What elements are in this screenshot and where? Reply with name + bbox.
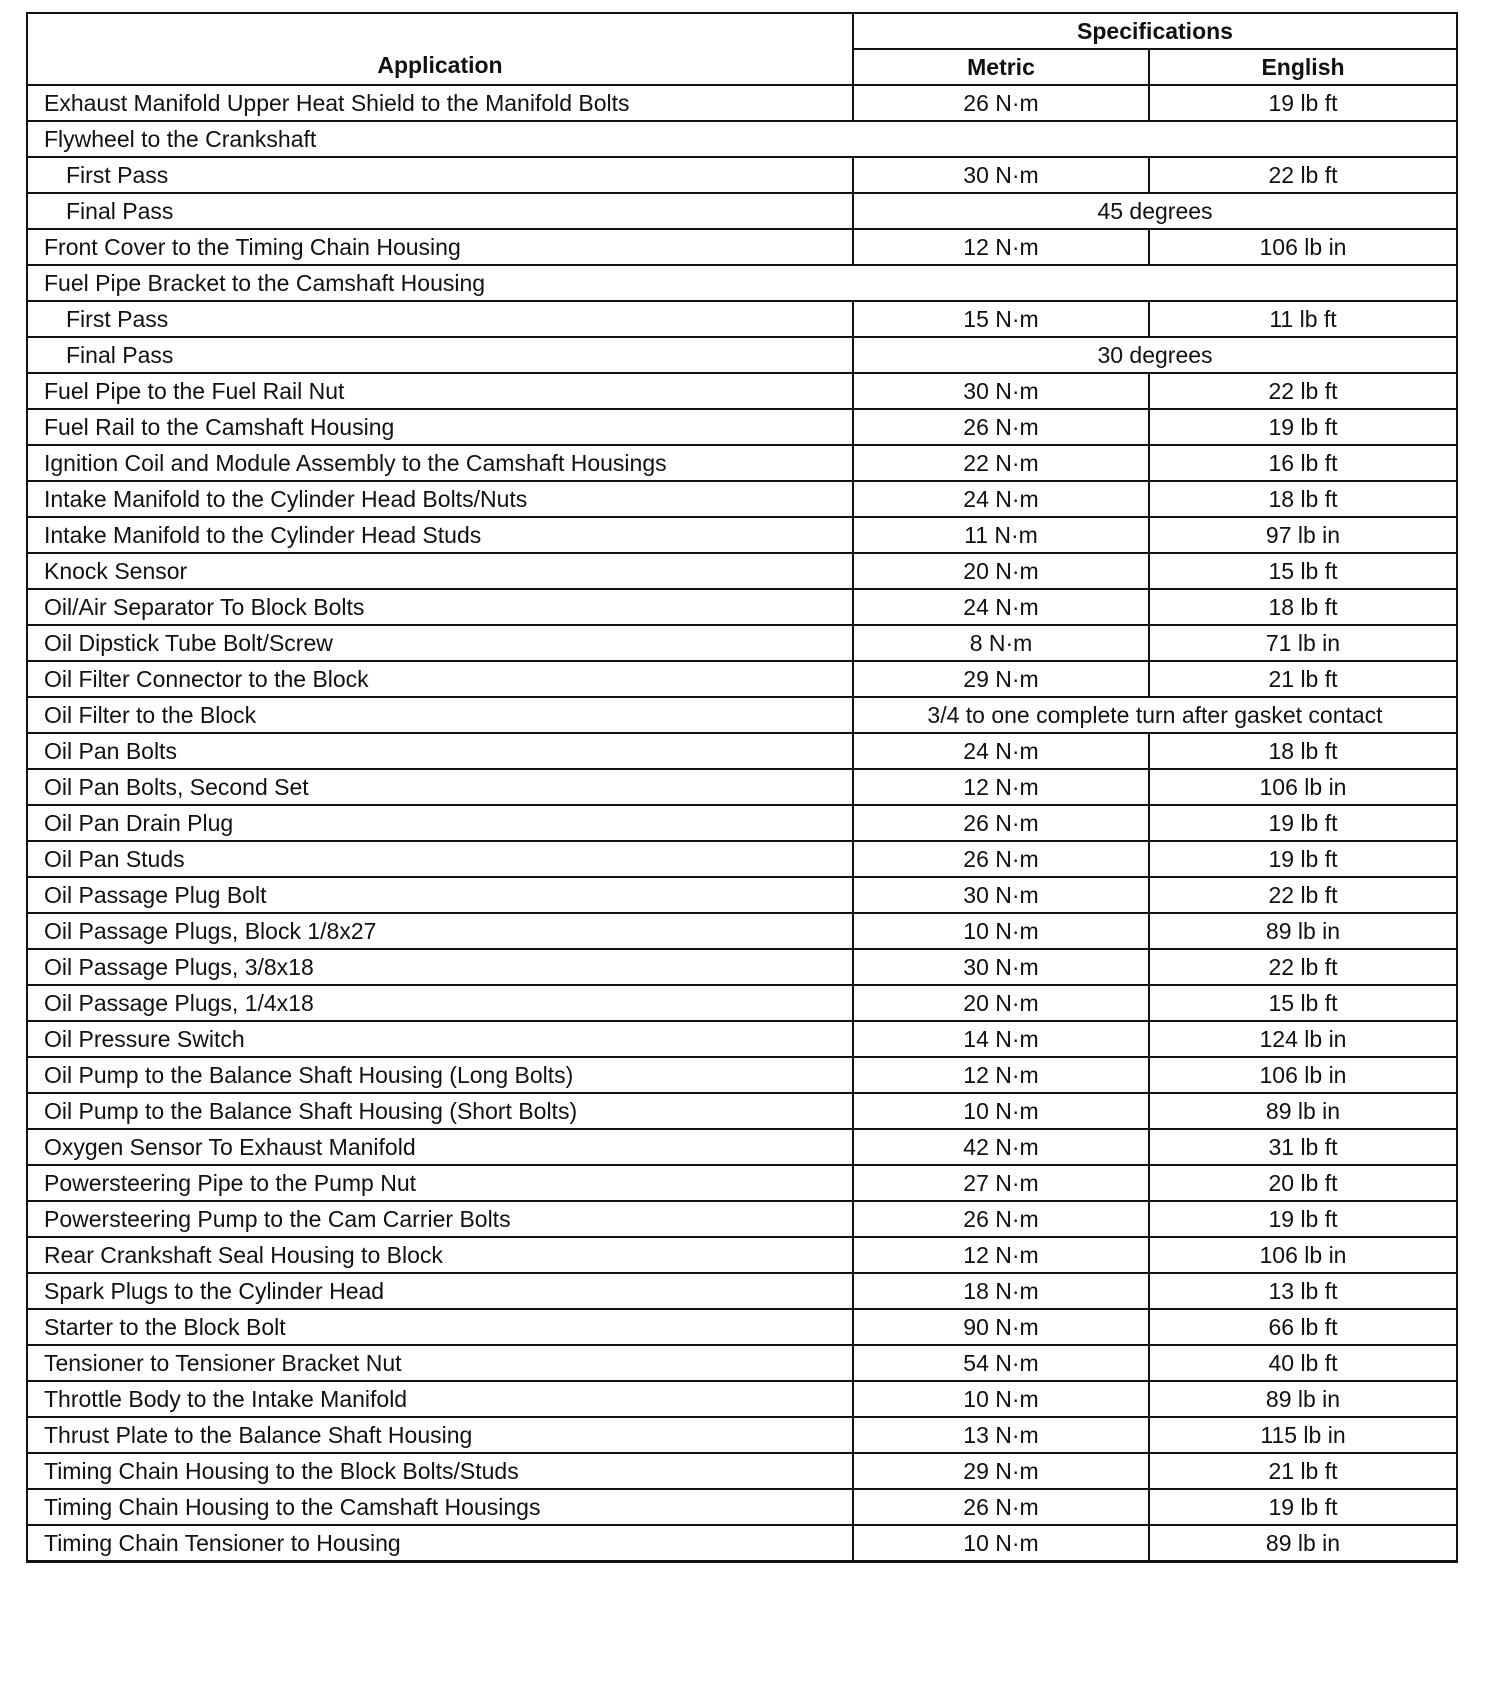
table-row xyxy=(27,1489,1457,1525)
table-row xyxy=(27,805,1457,841)
metric-cell: 12 N·m xyxy=(853,229,1149,265)
english-cell: 21 lb ft xyxy=(1149,1453,1457,1489)
application-cell: Fuel Pipe to the Fuel Rail Nut xyxy=(27,373,853,409)
application-cell: Spark Plugs to the Cylinder Head xyxy=(27,1273,853,1309)
group-heading-row xyxy=(27,121,1457,157)
english-cell: 31 lb ft xyxy=(1149,1129,1457,1165)
english-cell: 97 lb in xyxy=(1149,517,1457,553)
table-row xyxy=(27,913,1457,949)
application-header: Application xyxy=(27,13,853,85)
english-cell: 124 lb in xyxy=(1149,1021,1457,1057)
spec-value-cell: 30 degrees xyxy=(853,337,1457,373)
table-row xyxy=(27,301,1457,337)
metric-cell: 11 N·m xyxy=(853,517,1149,553)
application-cell: Oil Passage Plug Bolt xyxy=(27,877,853,913)
table-row xyxy=(27,625,1457,661)
application-cell: Oil Passage Plugs, 3/8x18 xyxy=(27,949,853,985)
application-cell: Oil Pan Bolts xyxy=(27,733,853,769)
table-row xyxy=(27,337,1457,373)
english-cell: 15 lb ft xyxy=(1149,985,1457,1021)
metric-cell: 30 N·m xyxy=(853,157,1149,193)
metric-cell: 12 N·m xyxy=(853,1057,1149,1093)
group-heading-row xyxy=(27,265,1457,301)
application-cell: Intake Manifold to the Cylinder Head Bolts/Nuts xyxy=(27,481,853,517)
specifications-header: Specifications xyxy=(853,13,1457,49)
english-cell: 20 lb ft xyxy=(1149,1165,1457,1201)
application-cell: Throttle Body to the Intake Manifold xyxy=(27,1381,853,1417)
table-row xyxy=(27,553,1457,589)
metric-cell: 26 N·m xyxy=(853,1201,1149,1237)
table-row xyxy=(27,1237,1457,1273)
table-row xyxy=(27,1129,1457,1165)
application-cell: Knock Sensor xyxy=(27,553,853,589)
english-header: English xyxy=(1149,49,1457,85)
application-cell: Rear Crankshaft Seal Housing to Block xyxy=(27,1237,853,1273)
table-row xyxy=(27,769,1457,805)
metric-cell: 30 N·m xyxy=(853,877,1149,913)
english-cell: 22 lb ft xyxy=(1149,949,1457,985)
table-row xyxy=(27,697,1457,733)
application-cell: Front Cover to the Timing Chain Housing xyxy=(27,229,853,265)
english-cell: 106 lb in xyxy=(1149,1057,1457,1093)
application-cell: Oil Passage Plugs, Block 1/8x27 xyxy=(27,913,853,949)
application-cell: Intake Manifold to the Cylinder Head Studs xyxy=(27,517,853,553)
english-cell: 106 lb in xyxy=(1149,229,1457,265)
table-row xyxy=(27,589,1457,625)
table-row xyxy=(27,1165,1457,1201)
application-cell: Oil Pump to the Balance Shaft Housing (Short Bolts) xyxy=(27,1093,853,1129)
metric-cell: 30 N·m xyxy=(853,373,1149,409)
application-cell: Oil Filter Connector to the Block xyxy=(27,661,853,697)
application-cell: Oil Pan Drain Plug xyxy=(27,805,853,841)
application-cell: Oil Passage Plugs, 1/4x18 xyxy=(27,985,853,1021)
english-cell: 71 lb in xyxy=(1149,625,1457,661)
metric-cell: 13 N·m xyxy=(853,1417,1149,1453)
metric-cell: 27 N·m xyxy=(853,1165,1149,1201)
table-row xyxy=(27,949,1457,985)
english-cell: 40 lb ft xyxy=(1149,1345,1457,1381)
english-cell: 115 lb in xyxy=(1149,1417,1457,1453)
application-cell: Oxygen Sensor To Exhaust Manifold xyxy=(27,1129,853,1165)
application-cell: Final Pass xyxy=(27,337,853,373)
metric-cell: 14 N·m xyxy=(853,1021,1149,1057)
metric-cell: 12 N·m xyxy=(853,769,1149,805)
english-cell: 15 lb ft xyxy=(1149,553,1457,589)
fastener-spec-table xyxy=(26,12,1458,1563)
table-row xyxy=(27,985,1457,1021)
empty-spec-cell xyxy=(853,121,1457,157)
table-row xyxy=(27,841,1457,877)
table-body xyxy=(27,85,1457,1562)
spec-value-cell: 3/4 to one complete turn after gasket contact xyxy=(853,697,1457,733)
table-row xyxy=(27,85,1457,121)
metric-cell: 42 N·m xyxy=(853,1129,1149,1165)
english-cell: 89 lb in xyxy=(1149,913,1457,949)
empty-spec-cell xyxy=(853,265,1457,301)
metric-cell: 30 N·m xyxy=(853,949,1149,985)
table-row xyxy=(27,157,1457,193)
application-cell: Powersteering Pump to the Cam Carrier Bolts xyxy=(27,1201,853,1237)
metric-cell: 26 N·m xyxy=(853,805,1149,841)
table-row xyxy=(27,373,1457,409)
english-cell: 18 lb ft xyxy=(1149,733,1457,769)
spec-value-cell: 45 degrees xyxy=(853,193,1457,229)
english-cell: 89 lb in xyxy=(1149,1525,1457,1562)
application-cell: Oil Pan Studs xyxy=(27,841,853,877)
application-cell: Fuel Pipe Bracket to the Camshaft Housing xyxy=(27,265,853,301)
table-row xyxy=(27,1309,1457,1345)
metric-cell: 54 N·m xyxy=(853,1345,1149,1381)
table-row xyxy=(27,1021,1457,1057)
english-cell: 19 lb ft xyxy=(1149,409,1457,445)
application-cell: First Pass xyxy=(27,301,853,337)
metric-cell: 10 N·m xyxy=(853,1093,1149,1129)
table-row xyxy=(27,1057,1457,1093)
metric-cell: 22 N·m xyxy=(853,445,1149,481)
application-cell: Starter to the Block Bolt xyxy=(27,1309,853,1345)
english-cell: 21 lb ft xyxy=(1149,661,1457,697)
application-cell: Oil Filter to the Block xyxy=(27,697,853,733)
application-cell: First Pass xyxy=(27,157,853,193)
application-cell: Final Pass xyxy=(27,193,853,229)
english-cell: 19 lb ft xyxy=(1149,1489,1457,1525)
english-cell: 22 lb ft xyxy=(1149,877,1457,913)
metric-cell: 10 N·m xyxy=(853,1381,1149,1417)
table-row xyxy=(27,661,1457,697)
metric-cell: 12 N·m xyxy=(853,1237,1149,1273)
table-row xyxy=(27,445,1457,481)
table-row xyxy=(27,1201,1457,1237)
application-cell: Oil/Air Separator To Block Bolts xyxy=(27,589,853,625)
application-cell: Oil Dipstick Tube Bolt/Screw xyxy=(27,625,853,661)
metric-cell: 24 N·m xyxy=(853,733,1149,769)
application-cell: Timing Chain Tensioner to Housing xyxy=(27,1525,853,1562)
metric-cell: 26 N·m xyxy=(853,409,1149,445)
table-row xyxy=(27,1273,1457,1309)
metric-cell: 20 N·m xyxy=(853,985,1149,1021)
application-cell: Timing Chain Housing to the Block Bolts/Studs xyxy=(27,1453,853,1489)
english-cell: 13 lb ft xyxy=(1149,1273,1457,1309)
metric-cell: 26 N·m xyxy=(853,1489,1149,1525)
table-row xyxy=(27,877,1457,913)
english-cell: 19 lb ft xyxy=(1149,1201,1457,1237)
english-cell: 89 lb in xyxy=(1149,1093,1457,1129)
application-cell: Ignition Coil and Module Assembly to the Camshaft Housings xyxy=(27,445,853,481)
table-header xyxy=(27,13,1457,85)
application-cell: Tensioner to Tensioner Bracket Nut xyxy=(27,1345,853,1381)
english-cell: 19 lb ft xyxy=(1149,841,1457,877)
metric-cell: 20 N·m xyxy=(853,553,1149,589)
english-cell: 89 lb in xyxy=(1149,1381,1457,1417)
application-cell: Oil Pan Bolts, Second Set xyxy=(27,769,853,805)
table-row xyxy=(27,229,1457,265)
table-row xyxy=(27,733,1457,769)
metric-cell: 10 N·m xyxy=(853,1525,1149,1562)
english-cell: 16 lb ft xyxy=(1149,445,1457,481)
table-row xyxy=(27,517,1457,553)
table-row xyxy=(27,1453,1457,1489)
metric-cell: 26 N·m xyxy=(853,841,1149,877)
english-cell: 22 lb ft xyxy=(1149,373,1457,409)
table-row xyxy=(27,481,1457,517)
application-cell: Oil Pump to the Balance Shaft Housing (Long Bolts) xyxy=(27,1057,853,1093)
application-cell: Powersteering Pipe to the Pump Nut xyxy=(27,1165,853,1201)
table-row xyxy=(27,193,1457,229)
application-cell: Flywheel to the Crankshaft xyxy=(27,121,853,157)
english-cell: 19 lb ft xyxy=(1149,85,1457,121)
table-row xyxy=(27,1417,1457,1453)
metric-cell: 29 N·m xyxy=(853,661,1149,697)
english-cell: 106 lb in xyxy=(1149,1237,1457,1273)
english-cell: 19 lb ft xyxy=(1149,805,1457,841)
metric-cell: 90 N·m xyxy=(853,1309,1149,1345)
table-row xyxy=(27,1525,1457,1562)
english-cell: 18 lb ft xyxy=(1149,589,1457,625)
table-row xyxy=(27,1345,1457,1381)
metric-cell: 29 N·m xyxy=(853,1453,1149,1489)
application-cell: Oil Pressure Switch xyxy=(27,1021,853,1057)
metric-cell: 8 N·m xyxy=(853,625,1149,661)
table-row xyxy=(27,409,1457,445)
metric-cell: 24 N·m xyxy=(853,589,1149,625)
english-cell: 18 lb ft xyxy=(1149,481,1457,517)
english-cell: 22 lb ft xyxy=(1149,157,1457,193)
application-cell: Thrust Plate to the Balance Shaft Housing xyxy=(27,1417,853,1453)
english-cell: 11 lb ft xyxy=(1149,301,1457,337)
application-cell: Timing Chain Housing to the Camshaft Housings xyxy=(27,1489,853,1525)
metric-cell: 18 N·m xyxy=(853,1273,1149,1309)
english-cell: 66 lb ft xyxy=(1149,1309,1457,1345)
metric-cell: 15 N·m xyxy=(853,301,1149,337)
application-cell: Fuel Rail to the Camshaft Housing xyxy=(27,409,853,445)
metric-header: Metric xyxy=(853,49,1149,85)
metric-cell: 24 N·m xyxy=(853,481,1149,517)
application-cell: Exhaust Manifold Upper Heat Shield to the Manifold Bolts xyxy=(27,85,853,121)
table-row xyxy=(27,1093,1457,1129)
metric-cell: 26 N·m xyxy=(853,85,1149,121)
metric-cell: 10 N·m xyxy=(853,913,1149,949)
english-cell: 106 lb in xyxy=(1149,769,1457,805)
table-row xyxy=(27,1381,1457,1417)
